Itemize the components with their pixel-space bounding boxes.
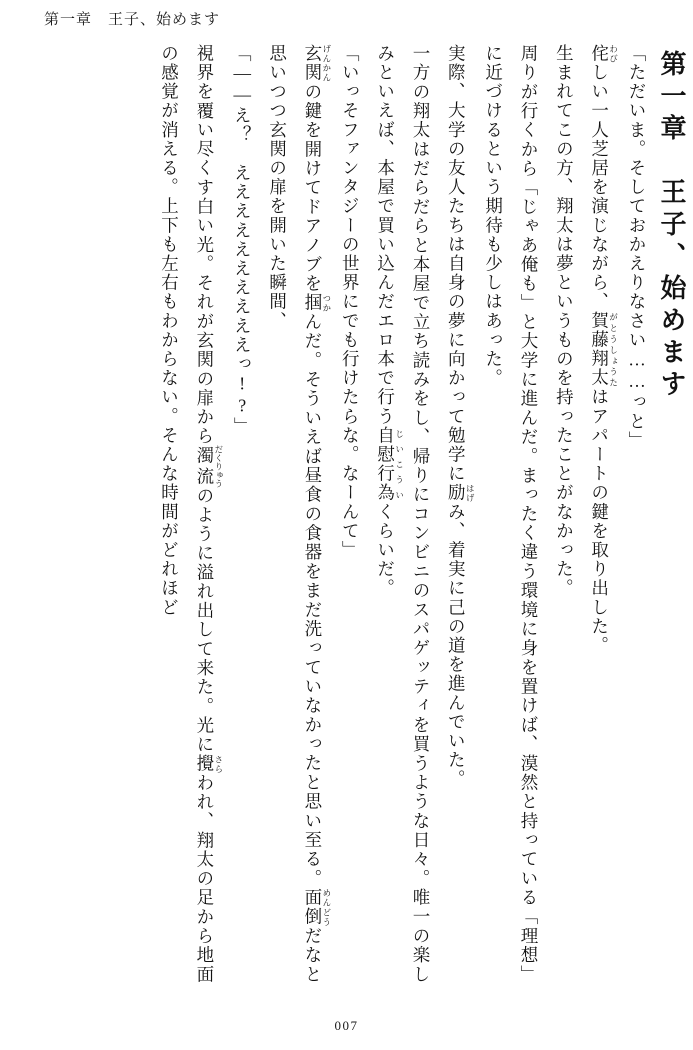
paragraph: 侘 わびしい一人芝居を演じながら、賀藤翔太 がとうしょうたはアパートの鍵を取り出した。 [589, 44, 619, 656]
paragraph: 視界を覆い尽くす白い光。それが玄関の扉から濁流 だくりゅうのように溢れ出して来た。光に攪 さらわれ、翔太の足から地面の感覚が消える。上下も左右もわからない。そんな時間がどれほど [159, 44, 224, 984]
paragraph: 生まれてこの方、翔太は夢というものを持ったことがなかった。 [554, 44, 575, 598]
paragraph: 一方の翔太はだらだらと本屋で立ち読みをし、帰りにコンビニのスパゲッティを買うような日々。唯一の楽しみといえば、本屋で買い込んだエロ本で行う自慰行為 じいこういくらいだ。 [375, 44, 431, 984]
paragraph: 玄関 げんかんの鍵を開けてドアノブを掴 つかんだ。そういえば昼食の食器をまだ洗っていなかったと思い至る。面倒 めんどうだなと思いつつ玄関の扉を開いた瞬間、 [267, 44, 332, 984]
running-head: 第一章 王子、始めます [44, 12, 221, 28]
paragraph: 「ただいま。そしておかえりなさい……っと」 [627, 44, 647, 451]
page-number: 007 [334, 1018, 359, 1033]
vertical-text-block [40, 44, 654, 984]
paragraph: 実際、大学の友人たちは自身の夢に向かって勉学に励 はげみ、着実に己の道を進んでいた。 [446, 44, 476, 789]
paragraph: 周りが行くから「じゃあ俺も」と大学に進んだ。まったく違う環境に身を置けば、漠然と持っている「理想」に近づけるという期待も少しはあった。 [483, 44, 539, 984]
chapter-title: 第一章 王子、始めます [657, 50, 686, 402]
paragraph: 「いっそファンタジーの世界にでも行けたらな。なーんて」 [340, 44, 361, 560]
body-text-area [40, 44, 654, 984]
paragraph: 「――え？ ええええええええええっ!?」 [232, 44, 253, 436]
